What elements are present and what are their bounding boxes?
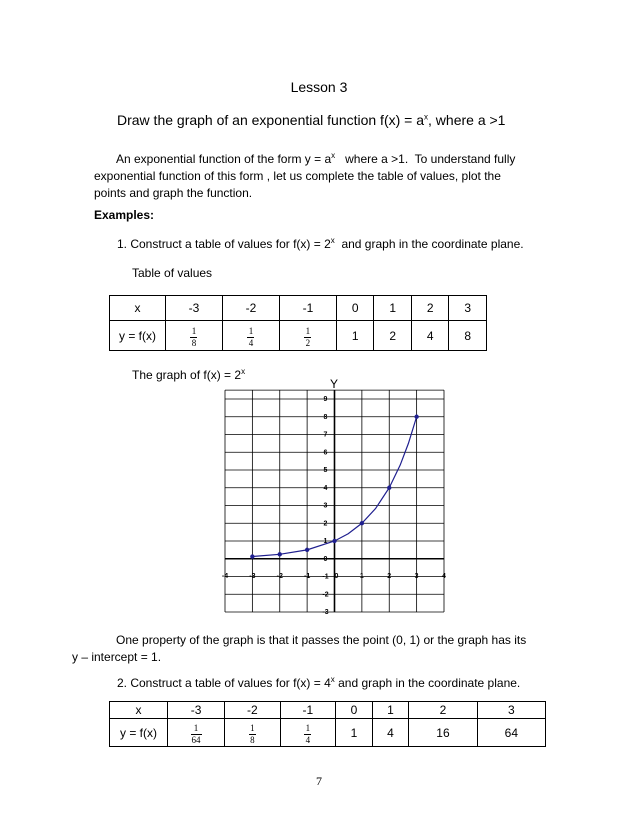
example-2-prompt: 2. Construct a table of values for $f(x) = 4^x$ and graph in the coordinate plane.: [117, 675, 521, 690]
y-tick-label: -2: [322, 591, 329, 599]
table-row-y: [110, 321, 487, 351]
y-cell-fraction: $\frac{1}{8}$: [225, 719, 281, 747]
x-tick-label: 4: [442, 572, 446, 580]
y-cell-fraction: $\frac{1}{4}$: [222, 321, 279, 351]
y-tick-label: 4: [323, 484, 328, 492]
row-label-y: y = f(x): [110, 719, 168, 747]
page-number: 7: [316, 774, 322, 788]
x-tick-label: 3: [414, 572, 419, 580]
table-row-x: [110, 296, 487, 321]
x-cell: -2: [222, 296, 279, 321]
y-tick-label: 8: [323, 413, 328, 421]
intro-line-2: exponential function of this form , let us complete the table of values, plot the: [94, 169, 501, 183]
values-table-2: [109, 701, 546, 747]
lesson-title: Lesson 3: [290, 79, 348, 95]
y-cell: 1: [336, 321, 374, 351]
x-cell: 1: [372, 702, 409, 719]
y-tick-labels: [322, 396, 328, 616]
y-cell: 4: [372, 719, 409, 747]
x-cell: -2: [225, 702, 281, 719]
y-cell-fraction: $\frac{1}{2}$: [279, 321, 336, 351]
x-cell: 3: [477, 702, 545, 719]
data-point: [305, 548, 309, 552]
data-point: [360, 521, 364, 525]
exponential-graph: [210, 374, 460, 620]
y-tick-label: 5: [323, 467, 328, 474]
intro-line-3: points and graph the function.: [94, 186, 253, 200]
y-cell-fraction: $\frac{1}{4}$: [280, 719, 336, 747]
x-tick-label: -4: [221, 572, 229, 580]
property-line-1: One property of the graph is that it passes the point (0, 1) or the graph has its: [116, 633, 527, 647]
y-tick-label: 7: [323, 431, 328, 439]
intro-line-1: An exponential function of the form $y = a^x$ where a >1. To understand fully: [116, 151, 516, 166]
x-tick-label: 0: [334, 572, 339, 580]
y-cell-fraction: $\frac{1}{8}$: [166, 321, 223, 351]
y-cell-fraction: $\frac{1}{64}$: [168, 719, 225, 747]
x-cell: 0: [336, 702, 373, 719]
x-tick-label: -3: [249, 572, 256, 580]
data-point: [387, 486, 391, 490]
x-cell: 1: [374, 296, 412, 321]
table-of-values-label: Table of values: [132, 266, 213, 280]
property-paragraph: [72, 632, 546, 666]
x-tick-label: 2: [387, 572, 392, 580]
x-cell: -1: [280, 702, 336, 719]
x-cell: -3: [168, 702, 225, 719]
row-label-y: y = f(x): [110, 321, 166, 351]
example-1-prompt: 1. Construct a table of values for $f(x) = 2^x$ and graph in the coordinate plane.: [117, 236, 524, 251]
y-cell: 2: [374, 321, 412, 351]
y-tick-label: -3: [322, 609, 329, 616]
y-tick-label: 9: [323, 396, 328, 403]
x-cell: -1: [279, 296, 336, 321]
x-tick-label: -2: [276, 572, 283, 580]
intro-paragraph: [94, 151, 544, 202]
x-cell: 2: [411, 296, 449, 321]
data-point: [250, 554, 254, 558]
x-cell: 2: [409, 702, 477, 719]
y-cell: 16: [409, 719, 477, 747]
table-row-x: [110, 702, 546, 719]
y-cell: 8: [449, 321, 487, 351]
x-tick-label: 1: [359, 572, 364, 580]
y-tick-label: 6: [323, 449, 328, 457]
heading-text-end: , where a >1: [428, 112, 506, 128]
data-point: [414, 415, 418, 419]
x-tick-label: -1: [304, 572, 311, 580]
x-cell: 3: [449, 296, 487, 321]
row-label-x: x: [110, 296, 166, 321]
y-cell: 4: [411, 321, 449, 351]
heading-exponent: x: [424, 112, 429, 122]
data-point: [278, 552, 282, 556]
values-table-1: [109, 295, 487, 351]
y-axis-title: Y: [329, 377, 339, 391]
row-label-x: x: [110, 702, 168, 719]
examples-label: Examples:: [94, 208, 155, 222]
y-tick-label: 3: [323, 502, 328, 510]
x-cell: -3: [166, 296, 223, 321]
y-tick-label: -1: [322, 573, 329, 581]
y-tick-label: 0: [323, 555, 328, 563]
table-row-y: [110, 719, 546, 747]
heading-text: Draw the graph of an exponential function f(x) = a: [117, 112, 425, 128]
property-line-2: y – intercept = 1.: [72, 650, 162, 664]
y-cell: 1: [336, 719, 373, 747]
y-cell: 64: [477, 719, 545, 747]
data-point: [332, 539, 336, 543]
y-tick-label: 2: [323, 520, 328, 528]
x-cell: 0: [336, 296, 374, 321]
graph-label: The graph of $f(x) = 2^x$: [132, 367, 246, 382]
section-heading: [117, 112, 505, 128]
y-tick-label: 1: [323, 538, 328, 545]
